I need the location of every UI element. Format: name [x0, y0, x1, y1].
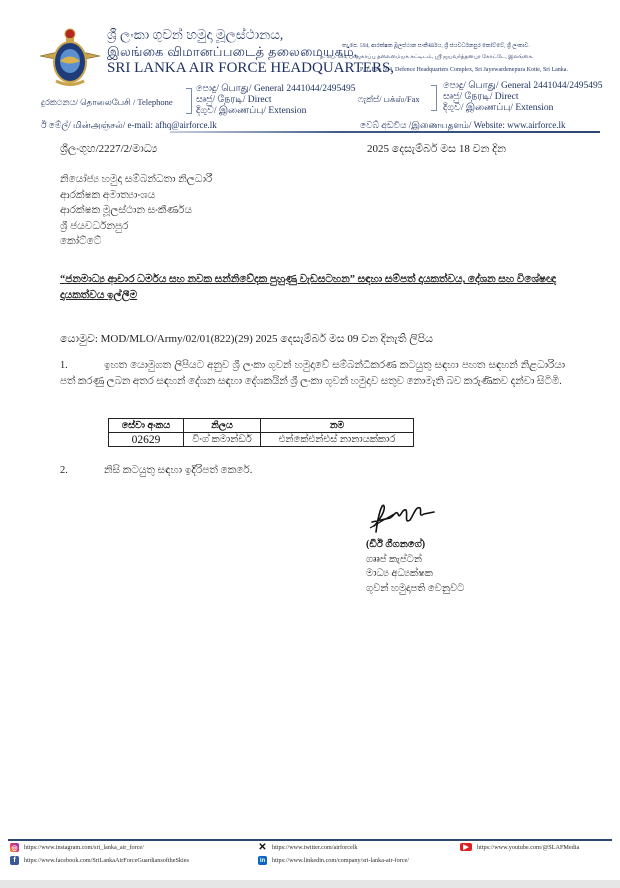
paragraph-1-text: ඉහත යොමුගත ලිපියට අනුව ශ්‍රී ලංකා ගුවන් හමුදාවේ සම්බන්ධීකරණ කටයුතු සඳහා පහත සඳහන් නිළධාරියා පත් කරණු ලබන අතර සඳහන් දේශන සඳහා දේශකයින් ශ්‍රී ලංකා ගුවන් හමුදාව සතුව නොමැති බව කරුණිකව දන්වා සිටිමි.	[60, 360, 565, 387]
signature	[368, 496, 440, 536]
fax-numbers	[443, 81, 603, 114]
paragraph-1-number: 1.	[60, 360, 68, 371]
youtube-icon: ▶	[460, 843, 472, 851]
signatory-on-behalf: ගුවන් හමුදාපති වෙනුවට	[366, 582, 465, 594]
email-address[interactable]: ඊ මේල්/ மின்அஞ்சல்/ e-mail: afhq@airforce.lk	[41, 120, 217, 130]
footer-youtube-link[interactable]	[460, 843, 579, 851]
letter-subject: “ජනමාධ්‍ය ආචාර ධර්මය සහ නවක සන්නිවේදක පුහුණු වැඩසටහන” සඳහා සම්පත් දායකත්වය, දේශන සහ විශේෂඥ දායකත්වය ඉල්ලීම	[60, 274, 557, 301]
signatory-title: මාධ්‍ය අධ්‍යක්ෂක	[366, 568, 433, 579]
fax-bracket	[431, 85, 437, 111]
table-header-row	[109, 419, 414, 433]
cell-service-number: 02629	[109, 433, 184, 447]
paragraph-2	[60, 465, 252, 477]
address-sinhala: තැ.පෙ. 594, ආරක්ෂක මූලස්ථාන සංකීර්ණය, ශ්‍රී ජයවර්ධනපුර කෝට්ටේ, ශ්‍රී ලංකාව.	[342, 43, 530, 49]
letterhead-name-english: SRI LANKA AIR FORCE HEADQUARTERS,	[107, 60, 395, 76]
letterhead-name-sinhala: ශ්‍රී ලංකා ගුවන් හමුදා මූලස්ථානය,	[107, 27, 284, 42]
telephone-label: දුරකථනය/ தொலைபேசி / Telephone	[41, 97, 173, 107]
fax-general: පොදු/ பொது/ General 2441044/2495495	[443, 81, 603, 91]
recipient-line: නියෝජ්‍ය හමුදා සම්බන්ධතා නිලධාරී	[60, 174, 213, 185]
x-icon: ✕	[258, 842, 267, 853]
header-name: නම	[261, 419, 414, 433]
fax-extension: දිගුව/ இணைப்பு/ Extension	[443, 103, 554, 113]
address-tamil: த. பெ. 594, பாதுகாப்பு தலைமையக கட்டிடம், ஸ்ரீ ஜயவர்த்தனபுர கோட்டே, இலங்கை.	[320, 54, 534, 60]
linkedin-url[interactable]: https://www.linkedin.com/company/sri-lanka-air-force/	[272, 857, 409, 864]
header-service-number: සේවා අංකය	[109, 419, 184, 433]
footer-linkedin-link[interactable]	[258, 856, 409, 865]
letterhead-name-tamil: இலங்கை விமானப்படைத் தலைமையகம்,	[107, 44, 358, 59]
footer-facebook-link[interactable]	[10, 856, 189, 865]
telephone-extension: දිගුව/ இணைப்பு/ Extension	[196, 106, 307, 116]
address-english: P.O. Box 594, Defence Headquarters Complex, Sri Jayewardenepura Kotte, Sri Lanka.	[360, 67, 568, 73]
fax-direct: සෘජු/ நேரடி/ Direct	[443, 92, 519, 102]
telephone-bracket	[186, 88, 192, 114]
air-force-crest-logo	[38, 26, 102, 90]
instagram-icon: ◎	[11, 844, 18, 852]
instagram-url[interactable]: https://www.instagram.com/sri_lanka_air_force/	[24, 844, 144, 851]
twitter-url[interactable]: https://www.twitter.com/airforcelk	[272, 844, 358, 851]
recipient-line: කෝට්ටේ	[60, 236, 102, 247]
signatory-name: (ඩීඊ ගීගනගේ)	[366, 539, 426, 550]
letter-date: 2025 දෙසැම්බර් මස 18 වන දින	[367, 143, 506, 155]
telephone-direct: සෘජු/ நேரடி/ Direct	[196, 95, 272, 105]
cell-rank: විංග් කමාන්ඩර්	[184, 433, 261, 447]
cell-name: එන්කේඑන්එස් නානායක්කාර	[261, 433, 414, 447]
recipient-address	[60, 172, 212, 250]
viewer-bottom-bar	[0, 880, 620, 888]
footer-divider	[8, 839, 612, 841]
recipient-line: ආරක්ෂක මූලස්ථාන සංකීර්ණය	[60, 205, 193, 216]
footer-twitter-link[interactable]	[258, 843, 358, 852]
telephone-numbers	[196, 84, 356, 117]
facebook-url[interactable]: https://www.facebook.com/SriLankaAirForceGuardiansoftheSkies	[24, 857, 189, 864]
header-divider	[170, 131, 600, 133]
footer-instagram-link[interactable]	[10, 843, 144, 852]
website-address[interactable]: වෙබ් අඩවිය /இணையதளம்/ Website: www.airforce.lk	[360, 120, 566, 130]
paragraph-2-number: 2.	[60, 465, 68, 476]
telephone-general: පොදු/ பொது/ General 2441044/2495495	[196, 84, 356, 94]
signatory-rank: ගෘෘප් කැප්ටන්	[366, 553, 422, 565]
linkedin-icon: in	[259, 857, 266, 864]
youtube-url[interactable]: https://www.youtube.com/@SLAFMedia	[477, 843, 580, 851]
signature-block	[366, 538, 464, 596]
fax-label: ෆැක්ස්/ பக்ஸ்/Fax	[358, 94, 420, 104]
recipient-line: ආරක්ෂක අමාත්‍යාංශය	[60, 189, 156, 201]
paragraph-1	[60, 358, 565, 390]
letter-reference-number: ශ්‍රීලංගුහ/2227/2/මාධ්‍ය	[60, 143, 158, 155]
facebook-icon: f	[10, 856, 19, 865]
reference-line: යොමුව: MOD/MLO/Army/02/01(822)(29) 2025 දෙසැම්බර් මස 09 වන දිනැති ලිපිය	[60, 333, 434, 345]
recipient-line: ශ්‍රී ජයවර්ධනපුර	[60, 220, 129, 232]
table-row	[109, 433, 414, 447]
paragraph-2-text: නිසි කටයුතු සඳහා ඉදිරිපත් කෙරේ.	[104, 465, 253, 476]
header-rank: නිලය	[184, 419, 261, 433]
personnel-table	[108, 418, 414, 447]
